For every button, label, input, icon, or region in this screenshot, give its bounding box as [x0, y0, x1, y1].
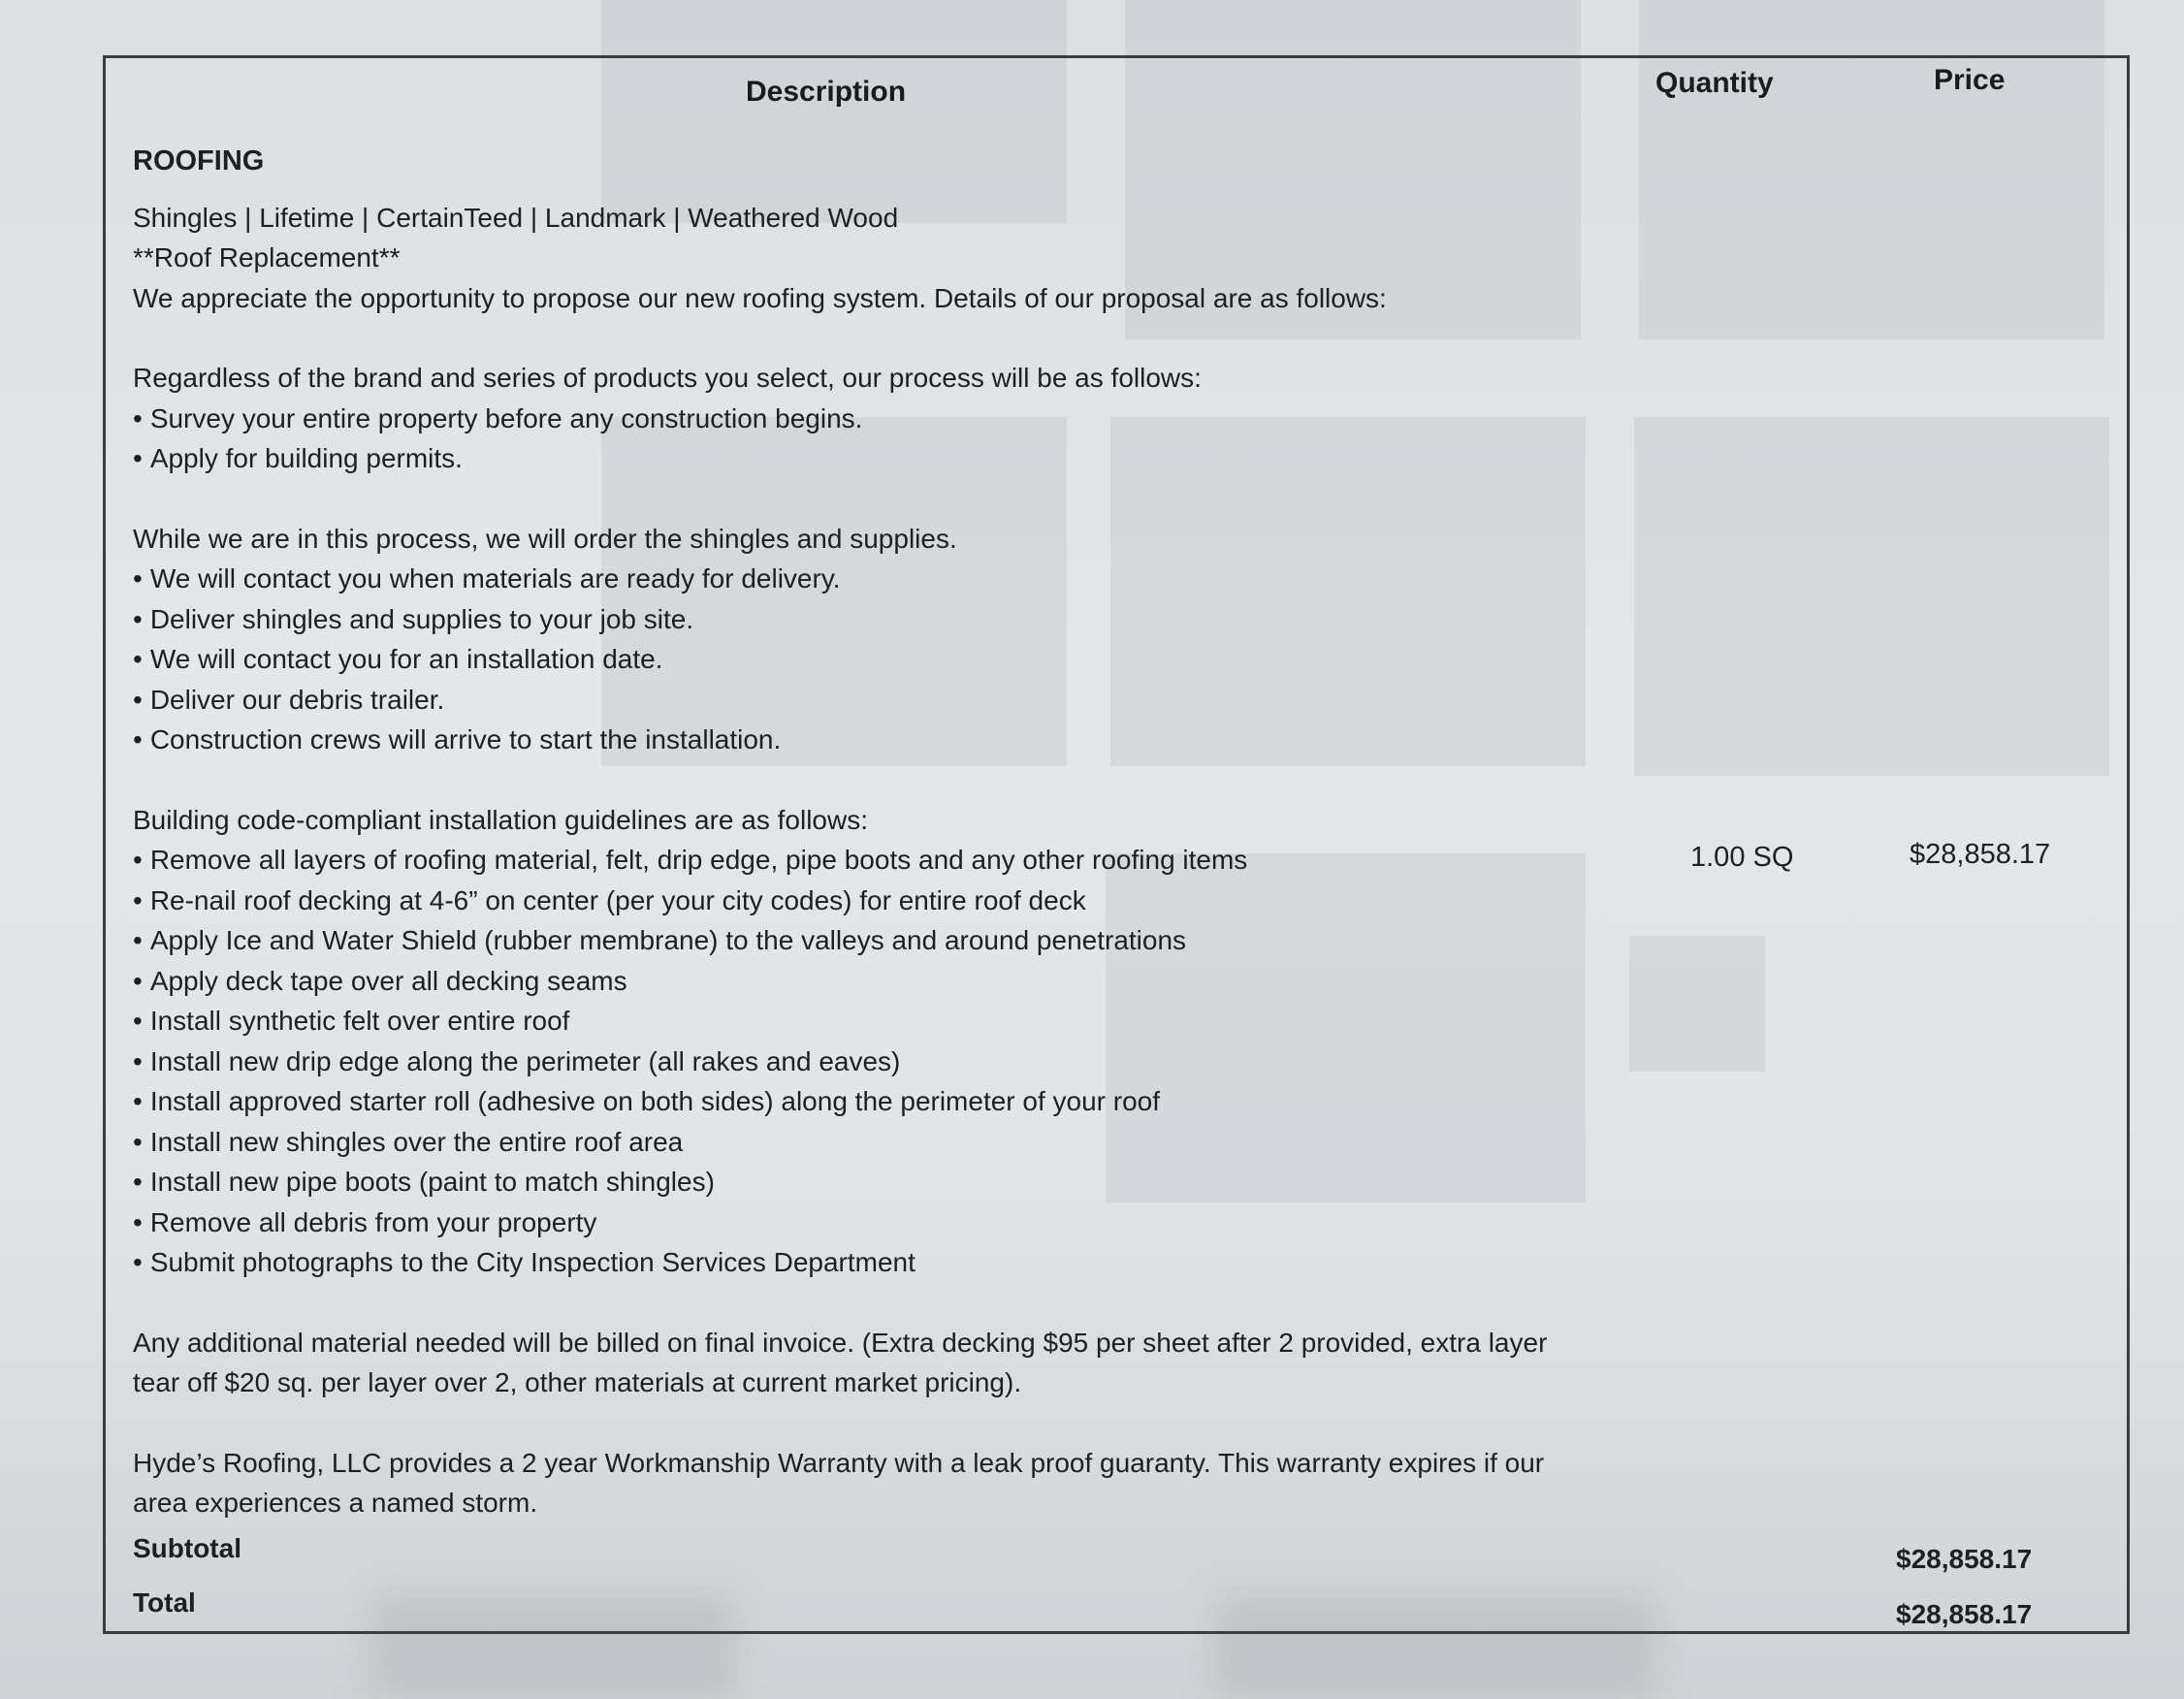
guideline-item: • Apply deck tape over all decking seams [133, 961, 1646, 1002]
order-item: • We will contact you for an installation date. [133, 639, 1646, 680]
column-header-description: Description [746, 76, 907, 108]
guideline-item: • Apply Ice and Water Shield (rubber membrane) to the valleys and around penetrations [133, 920, 1646, 961]
order-item: • We will contact you when materials are ready for delivery. [133, 559, 1646, 599]
camera-shadow [369, 1592, 737, 1699]
guideline-item: • Install new shingles over the entire roof area [133, 1122, 1646, 1163]
guideline-item: • Install approved starter roll (adhesive on both sides) along the perimeter of your roof [133, 1081, 1646, 1122]
section-title: ROOFING [133, 145, 265, 176]
description-column [133, 142, 1646, 1523]
guideline-item: • Submit photographs to the City Inspection Services Department [133, 1242, 1646, 1283]
total-value: $28,858.17 [1896, 1599, 2033, 1629]
guideline-item: • Install synthetic felt over entire roof [133, 1001, 1646, 1042]
column-header-price: Price [1934, 64, 2006, 96]
warranty-note: Hyde’s Roofing, LLC provides a 2 year Workmanship Warranty with a leak proof guaranty. This warranty expires if our [133, 1447, 1545, 1478]
order-lead: While we are in this process, we will order the shingles and supplies. [133, 523, 957, 554]
guideline-item: • Remove all layers of roofing material, felt, drip edge, pipe boots and any other roofing items [133, 840, 1646, 881]
guideline-item: • Install new drip edge along the perimeter (all rakes and eaves) [133, 1042, 1646, 1082]
guideline-item: • Re-nail roof decking at 4-6” on center (per your city codes) for entire roof deck [133, 881, 1646, 921]
order-item: • Deliver shingles and supplies to your job site. [133, 599, 1646, 640]
order-item: • Deliver our debris trailer. [133, 680, 1646, 721]
guideline-item: • Install new pipe boots (paint to match shingles) [133, 1162, 1646, 1202]
guidelines-lead: Building code-compliant installation guidelines are as follows: [133, 804, 868, 835]
warranty-note-cont: area experiences a named storm. [133, 1488, 538, 1518]
product-line: Shingles | Lifetime | CertainTeed | Landmark | Weathered Wood [133, 202, 899, 233]
proposal-table [103, 55, 2130, 1634]
intro-text: We appreciate the opportunity to propose our new roofing system. Details of our proposal are as follows: [133, 282, 1387, 313]
line-item-quantity: 1.00 SQ [1690, 842, 1794, 873]
additional-material-note-cont: tear off $20 sq. per layer over 2, other materials at current market pricing). [133, 1367, 1022, 1397]
order-item: • Construction crews will arrive to start the installation. [133, 720, 1646, 760]
camera-shadow [1212, 1592, 1658, 1699]
subtotal-label: Subtotal [133, 1533, 241, 1563]
additional-material-note: Any additional material needed will be billed on final invoice. (Extra decking $95 per sheet after 2 provided, extra layer [133, 1327, 1548, 1358]
guideline-item: • Remove all debris from your property [133, 1202, 1646, 1243]
line-item-price: $28,858.17 [1910, 839, 2051, 870]
total-label: Total [133, 1587, 196, 1618]
roof-replacement-note: **Roof Replacement** [133, 242, 401, 272]
process-lead: Regardless of the brand and series of products you select, our process will be as follows: [133, 363, 1202, 393]
subtotal-value: $28,858.17 [1896, 1544, 2033, 1574]
process-item: • Survey your entire property before any construction begins. [133, 399, 1646, 439]
column-header-quantity: Quantity [1655, 67, 1774, 99]
process-item: • Apply for building permits. [133, 438, 1646, 479]
